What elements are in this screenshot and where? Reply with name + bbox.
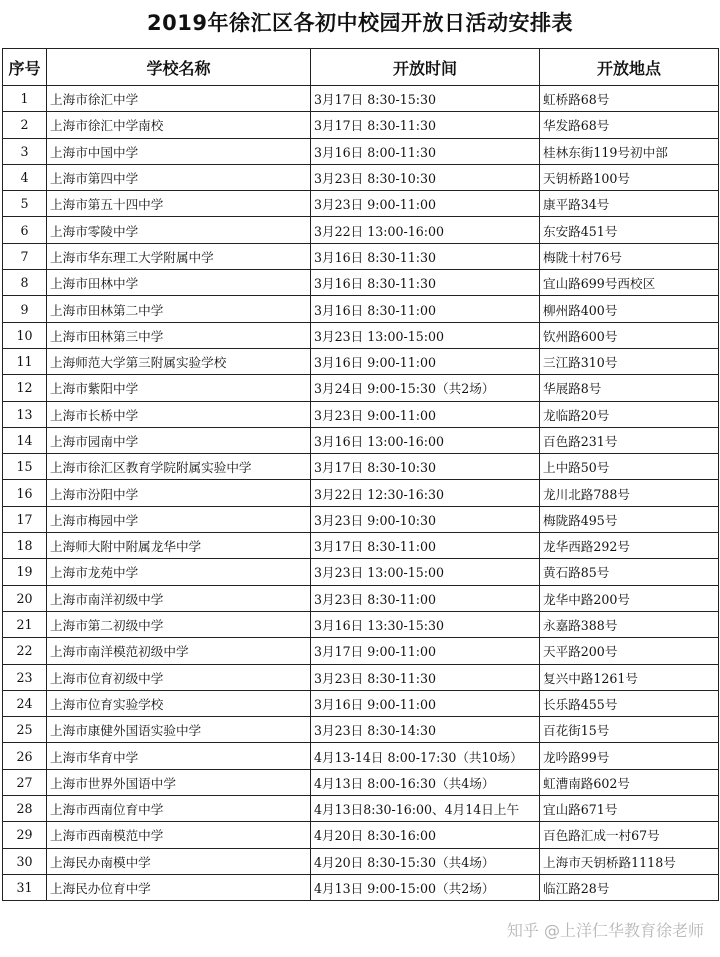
table-row [3, 401, 719, 427]
cell-index: 13 [3, 401, 47, 427]
table-row [3, 717, 719, 743]
table-row [3, 243, 719, 269]
table-row [3, 559, 719, 585]
cell-index: 23 [3, 664, 47, 690]
cell-school-name: 上海市第四中学 [47, 164, 311, 190]
cell-open-location: 东安路451号 [540, 217, 719, 243]
table-row [3, 86, 719, 112]
cell-open-time: 3月16日 8:00-11:30 [311, 138, 540, 164]
table-row [3, 585, 719, 611]
cell-open-time: 3月23日 13:00-15:00 [311, 322, 540, 348]
cell-school-name: 上海市园南中学 [47, 427, 311, 453]
cell-index: 28 [3, 796, 47, 822]
cell-open-time: 3月17日 9:00-11:00 [311, 638, 540, 664]
table-row [3, 296, 719, 322]
table-row [3, 217, 719, 243]
cell-school-name: 上海市田林第二中学 [47, 296, 311, 322]
cell-index: 1 [3, 86, 47, 112]
table-row [3, 506, 719, 532]
table-row [3, 664, 719, 690]
cell-index: 29 [3, 822, 47, 848]
cell-index: 6 [3, 217, 47, 243]
cell-open-time: 3月16日 8:30-11:30 [311, 270, 540, 296]
cell-index: 30 [3, 848, 47, 874]
cell-open-time: 3月23日 9:00-11:00 [311, 191, 540, 217]
cell-index: 26 [3, 743, 47, 769]
cell-open-time: 3月23日 8:30-10:30 [311, 164, 540, 190]
table-row [3, 348, 719, 374]
table-row [3, 138, 719, 164]
cell-school-name: 上海民办南模中学 [47, 848, 311, 874]
cell-open-location: 华展路8号 [540, 375, 719, 401]
cell-open-location: 宜山路671号 [540, 796, 719, 822]
cell-open-time: 3月17日 8:30-10:30 [311, 454, 540, 480]
cell-school-name: 上海市第五十四中学 [47, 191, 311, 217]
table-header-row [3, 49, 719, 86]
cell-school-name: 上海师大附中附属龙华中学 [47, 533, 311, 559]
table-row [3, 848, 719, 874]
cell-open-time: 3月17日 8:30-15:30 [311, 86, 540, 112]
cell-school-name: 上海师范大学第三附属实验学校 [47, 348, 311, 374]
cell-school-name: 上海市华育中学 [47, 743, 311, 769]
cell-index: 3 [3, 138, 47, 164]
cell-open-time: 3月22日 12:30-16:30 [311, 480, 540, 506]
cell-school-name: 上海市零陵中学 [47, 217, 311, 243]
cell-open-time: 3月16日 13:00-16:00 [311, 427, 540, 453]
cell-index: 19 [3, 559, 47, 585]
cell-school-name: 上海市中国中学 [47, 138, 311, 164]
table-row [3, 769, 719, 795]
header-open-location: 开放地点 [540, 49, 719, 86]
cell-open-time: 3月16日 9:00-11:00 [311, 690, 540, 716]
cell-school-name: 上海市华东理工大学附属中学 [47, 243, 311, 269]
cell-open-location: 天钥桥路100号 [540, 164, 719, 190]
table-row [3, 796, 719, 822]
cell-index: 18 [3, 533, 47, 559]
cell-open-location: 龙川北路788号 [540, 480, 719, 506]
cell-index: 21 [3, 611, 47, 637]
table-row [3, 690, 719, 716]
cell-school-name: 上海市第二初级中学 [47, 611, 311, 637]
cell-open-time: 3月23日 9:00-11:00 [311, 401, 540, 427]
cell-school-name: 上海市徐汇中学 [47, 86, 311, 112]
cell-index: 12 [3, 375, 47, 401]
table-row [3, 874, 719, 900]
cell-index: 10 [3, 322, 47, 348]
cell-open-location: 桂林东街119号初中部 [540, 138, 719, 164]
cell-open-time: 4月13-14日 8:00-17:30（共10场） [311, 743, 540, 769]
table-row [3, 480, 719, 506]
cell-school-name: 上海市长桥中学 [47, 401, 311, 427]
cell-index: 31 [3, 874, 47, 900]
cell-index: 20 [3, 585, 47, 611]
cell-index: 2 [3, 112, 47, 138]
cell-open-location: 梅陇路495号 [540, 506, 719, 532]
cell-open-location: 黄石路85号 [540, 559, 719, 585]
cell-school-name: 上海市汾阳中学 [47, 480, 311, 506]
cell-open-time: 3月17日 8:30-11:30 [311, 112, 540, 138]
cell-open-time: 3月17日 8:30-11:00 [311, 533, 540, 559]
cell-open-time: 3月16日 8:30-11:00 [311, 296, 540, 322]
cell-open-location: 长乐路455号 [540, 690, 719, 716]
cell-school-name: 上海市徐汇区教育学院附属实验中学 [47, 454, 311, 480]
cell-open-location: 虹漕南路602号 [540, 769, 719, 795]
cell-school-name: 上海民办位育中学 [47, 874, 311, 900]
cell-open-location: 天平路200号 [540, 638, 719, 664]
cell-index: 25 [3, 717, 47, 743]
cell-index: 15 [3, 454, 47, 480]
table-row [3, 164, 719, 190]
cell-open-location: 上中路50号 [540, 454, 719, 480]
cell-index: 24 [3, 690, 47, 716]
table-row [3, 611, 719, 637]
page-title: 2019年徐汇区各初中校园开放日活动安排表 [147, 11, 573, 35]
cell-school-name: 上海市田林第三中学 [47, 322, 311, 348]
cell-open-location: 临江路28号 [540, 874, 719, 900]
cell-school-name: 上海市世界外国语中学 [47, 769, 311, 795]
cell-school-name: 上海市位育实验学校 [47, 690, 311, 716]
cell-index: 17 [3, 506, 47, 532]
table-row [3, 427, 719, 453]
cell-school-name: 上海市南洋初级中学 [47, 585, 311, 611]
cell-open-time: 3月16日 8:30-11:30 [311, 243, 540, 269]
header-index: 序号 [3, 49, 47, 86]
cell-open-time: 3月22日 13:00-16:00 [311, 217, 540, 243]
cell-index: 16 [3, 480, 47, 506]
cell-school-name: 上海市紫阳中学 [47, 375, 311, 401]
cell-open-location: 百色路231号 [540, 427, 719, 453]
cell-open-location: 龙华中路200号 [540, 585, 719, 611]
table-row [3, 638, 719, 664]
cell-open-location: 龙华西路292号 [540, 533, 719, 559]
cell-index: 8 [3, 270, 47, 296]
cell-open-time: 4月20日 8:30-15:30（共4场） [311, 848, 540, 874]
header-open-time: 开放时间 [311, 49, 540, 86]
cell-index: 22 [3, 638, 47, 664]
cell-open-time: 4月20日 8:30-16:00 [311, 822, 540, 848]
cell-school-name: 上海市康健外国语实验中学 [47, 717, 311, 743]
cell-open-location: 百色路汇成一村67号 [540, 822, 719, 848]
cell-school-name: 上海市西南位育中学 [47, 796, 311, 822]
cell-index: 5 [3, 191, 47, 217]
cell-open-time: 3月23日 13:00-15:00 [311, 559, 540, 585]
cell-open-location: 三江路310号 [540, 348, 719, 374]
cell-open-time: 3月23日 8:30-11:30 [311, 664, 540, 690]
cell-open-location: 柳州路400号 [540, 296, 719, 322]
cell-school-name: 上海市南洋模范初级中学 [47, 638, 311, 664]
cell-school-name: 上海市位育初级中学 [47, 664, 311, 690]
table-row [3, 322, 719, 348]
cell-open-location: 百花街15号 [540, 717, 719, 743]
cell-open-time: 3月23日 8:30-14:30 [311, 717, 540, 743]
cell-school-name: 上海市田林中学 [47, 270, 311, 296]
cell-open-location: 康平路34号 [540, 191, 719, 217]
header-school-name: 学校名称 [47, 49, 311, 86]
cell-open-time: 3月16日 9:00-11:00 [311, 348, 540, 374]
table-row [3, 822, 719, 848]
cell-school-name: 上海市梅园中学 [47, 506, 311, 532]
cell-open-time: 4月13日 8:00-16:30（共4场） [311, 769, 540, 795]
cell-open-location: 龙吟路99号 [540, 743, 719, 769]
table-row [3, 112, 719, 138]
cell-open-location: 上海市天钥桥路1118号 [540, 848, 719, 874]
table-row [3, 454, 719, 480]
schedule-table [2, 48, 719, 901]
table-body [3, 86, 719, 901]
cell-index: 4 [3, 164, 47, 190]
cell-open-location: 复兴中路1261号 [540, 664, 719, 690]
cell-open-location: 永嘉路388号 [540, 611, 719, 637]
table-row [3, 375, 719, 401]
cell-open-location: 钦州路600号 [540, 322, 719, 348]
cell-open-time: 3月23日 9:00-10:30 [311, 506, 540, 532]
cell-school-name: 上海市徐汇中学南校 [47, 112, 311, 138]
cell-index: 11 [3, 348, 47, 374]
cell-open-location: 龙临路20号 [540, 401, 719, 427]
cell-open-location: 虹桥路68号 [540, 86, 719, 112]
cell-index: 27 [3, 769, 47, 795]
cell-index: 14 [3, 427, 47, 453]
table-row [3, 270, 719, 296]
cell-index: 7 [3, 243, 47, 269]
cell-open-time: 4月13日 9:00-15:00（共2场） [311, 874, 540, 900]
cell-open-location: 宜山路699号西校区 [540, 270, 719, 296]
table-row [3, 743, 719, 769]
cell-open-location: 华发路68号 [540, 112, 719, 138]
cell-open-time: 3月23日 8:30-11:00 [311, 585, 540, 611]
cell-school-name: 上海市龙苑中学 [47, 559, 311, 585]
cell-index: 9 [3, 296, 47, 322]
cell-open-location: 梅陇十村76号 [540, 243, 719, 269]
table-row [3, 191, 719, 217]
watermark: 知乎 @上洋仁华教育徐老师 [506, 921, 704, 940]
cell-open-time: 3月16日 13:30-15:30 [311, 611, 540, 637]
table-row [3, 533, 719, 559]
cell-school-name: 上海市西南模范中学 [47, 822, 311, 848]
cell-open-time: 3月24日 9:00-15:30（共2场） [311, 375, 540, 401]
cell-open-time: 4月13日8:30-16:00、4月14日上午 [311, 796, 540, 822]
